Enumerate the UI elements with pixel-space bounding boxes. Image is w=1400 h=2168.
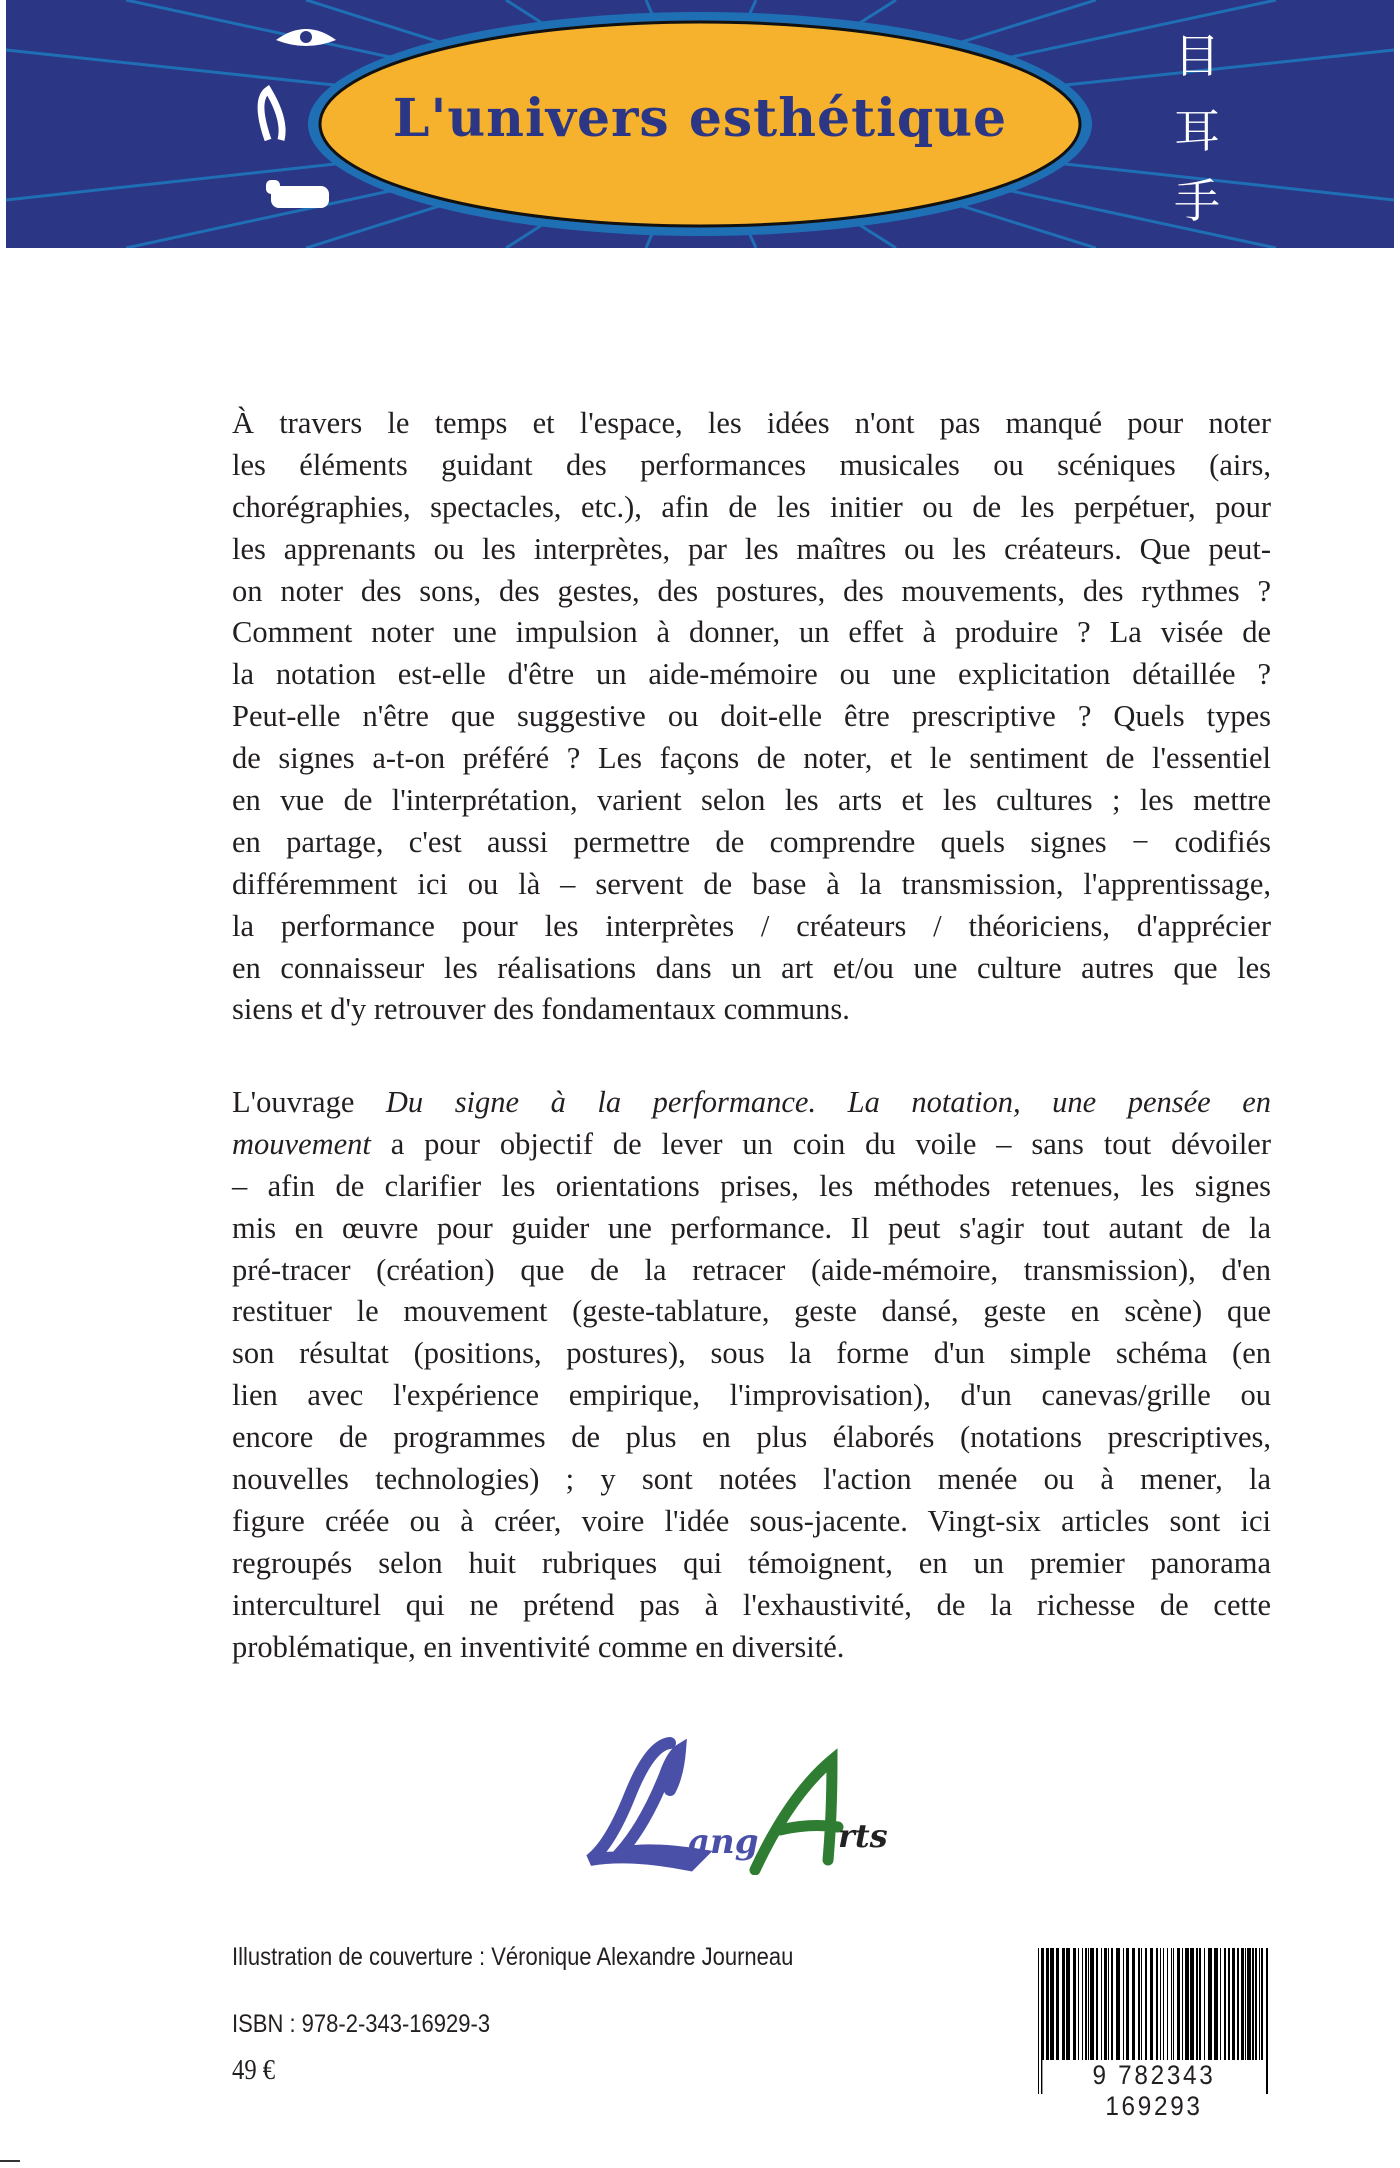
text-line (232, 822, 1271, 864)
price: 49 € (232, 2055, 276, 2086)
text-line-content: la notation est-elle d'être un aide-mémoire ou une explicitation détaillée ? (232, 657, 1271, 692)
text-line (232, 1166, 1271, 1208)
text-line-content: Peut-elle n'être que suggestive ou doit-elle être prescriptive ? Quels types (232, 699, 1271, 734)
text-line (232, 696, 1271, 738)
barcode-bar (1204, 1948, 1205, 2066)
text-line-content: regroupés selon huit rubriques qui témoignent, en un premier panorama (232, 1545, 1271, 1580)
text-line (232, 1333, 1271, 1375)
barcode-bar (1196, 1948, 1198, 2066)
barcode-bar (1056, 1948, 1059, 2066)
barcode-bar (1085, 1948, 1087, 2066)
barcode-bar (1101, 1948, 1102, 2066)
barcode-bar (1160, 1948, 1161, 2066)
barcode-bar (1245, 1948, 1246, 2066)
text-line-content: interculturel qui ne prétend pas à l'exhaustivité, de la richesse de cette (232, 1587, 1271, 1622)
book-title: Du signe à la performance. La notation, une pensée en (385, 1085, 1272, 1119)
barcode-bar (1266, 1948, 1268, 2094)
barcode-bar (1182, 1948, 1183, 2066)
barcode-bar (1126, 1948, 1129, 2066)
text-line-content: nouvelles technologies) ; y sont notées l'action menée ou à mener, la (232, 1462, 1271, 1497)
eye-character: 目 (1174, 29, 1220, 83)
barcode-bar (1185, 1948, 1189, 2066)
text-line-content: siens et d'y retrouver des fondamentaux communs. (232, 992, 850, 1027)
hand-icon (266, 180, 329, 208)
langarts-logo (570, 1735, 940, 1875)
text-line-content: différemment ici ou là – servent de base à la transmission, l'apprentissage, (232, 866, 1271, 901)
text-line (232, 738, 1271, 780)
text-line-content: À travers le temps et l'espace, les idées n'ont pas manqué pour noter (232, 406, 1271, 440)
description-paragraph-1 (232, 403, 1271, 1031)
text-line-content: en vue de l'interprétation, varient selon les arts et les cultures ; les mettre (232, 783, 1271, 818)
barcode-bar (1078, 1948, 1079, 2066)
text-line-content: en partage, c'est aussi permettre de comprendre quels signes − codifiés (232, 824, 1271, 859)
intro-word: L'ouvrage (232, 1085, 355, 1119)
barcode-bar (1073, 1948, 1076, 2066)
text-line-content: les éléments guidant des performances musicales ou scéniques (airs, (232, 447, 1271, 482)
barcode-bar (1082, 1948, 1083, 2066)
text-line (232, 403, 1271, 445)
barcode-bar (1224, 1948, 1226, 2066)
svg-text:rts: rts (838, 1817, 888, 1855)
text-line-content: – afin de clarifier les orientations prises, les méthodes retenues, les signes (232, 1168, 1271, 1203)
text-line-content: mis en œuvre pour guider une performance. Il peut s'agir tout autant de la (232, 1210, 1271, 1245)
barcode-bar (1237, 1948, 1239, 2066)
text-line-content: pré-tracer (création) que de la retracer (aide-mémoire, transmission), d'en (232, 1252, 1271, 1287)
text-line (232, 906, 1271, 948)
text-line (232, 948, 1271, 990)
text-line (232, 445, 1271, 487)
description-paragraph-2 (232, 1082, 1271, 1668)
isbn: ISBN : 978-2-343-16929-3 (232, 2010, 491, 2038)
text-line (232, 864, 1271, 906)
text-line: a pour objectif de lever un coin du voile – sans tout dévoiler (390, 1126, 1271, 1161)
text-line (232, 1375, 1271, 1417)
barcode-bar (1247, 1948, 1251, 2066)
text-line-content: son résultat (positions, postures), sous la forme d'un simple schéma (en (232, 1336, 1271, 1371)
text-line (232, 780, 1271, 822)
barcode-bar (1096, 1948, 1098, 2066)
barcode-bar (1255, 1948, 1257, 2066)
book-title-end: mouvement (232, 1126, 371, 1161)
ear-character: 耳 (1174, 104, 1220, 158)
text-line-content: problématique, en inventivité comme en diversité. (232, 1629, 845, 1664)
text-line (232, 1627, 1271, 1669)
text-line (232, 612, 1271, 654)
crop-mark (0, 2160, 20, 2162)
barcode-bar (1038, 1948, 1039, 2094)
barcode-bar (1111, 1948, 1113, 2066)
barcode-bar (1177, 1948, 1180, 2066)
barcode-bar (1108, 1948, 1109, 2066)
barcode-bar (1171, 1948, 1172, 2066)
text-line-content: encore de programmes de plus en plus élaborés (notations prescriptives, (232, 1420, 1271, 1455)
barcode-bar (1141, 1948, 1142, 2066)
barcode-bar (1066, 1948, 1070, 2066)
barcode-bar (1116, 1948, 1120, 2066)
series-title: L'univers esthétique (392, 88, 1008, 149)
text-line-content: chorégraphies, spectacles, etc.), afin de les initier ou de les perpétuer, pour (232, 489, 1271, 524)
series-banner (6, 0, 1394, 248)
barcode-bar (1259, 1948, 1260, 2066)
text-line-content: de signes a-t-on préféré ? Les façons de noter, et le sentiment de l'essentiel (232, 741, 1271, 776)
text-line (232, 989, 1271, 1031)
barcode-bar (1232, 1948, 1235, 2066)
barcode-bar (1220, 1948, 1221, 2066)
barcode-bar (1252, 1948, 1254, 2066)
text-line (232, 1250, 1271, 1292)
barcode-bar (1173, 1948, 1174, 2066)
text-line-content: les apprenants ou les interprètes, par les maîtres ou les créateurs. Que peut- (232, 531, 1271, 566)
illustration-credit: Illustration de couverture : Véronique Alexandre Journeau (232, 1943, 794, 1971)
barcode-bar (1190, 1948, 1194, 2066)
barcode-bar (1241, 1948, 1244, 2066)
hand-character: 手 (1174, 174, 1220, 228)
text-line (232, 529, 1271, 571)
text-line (232, 1291, 1271, 1333)
barcode-bar (1132, 1948, 1135, 2066)
barcode-bar (1261, 1948, 1263, 2066)
text-line-content: restituer le mouvement (geste-tablature, geste dansé, geste en scène) que (232, 1294, 1271, 1329)
barcode-bar (1046, 1948, 1049, 2066)
text-line-content: lien avec l'expérience empirique, l'improvisation), d'un canevas/grille ou (232, 1378, 1271, 1413)
text-line-content: la performance pour les interprètes / créateurs / théoriciens, d'apprécier (232, 908, 1271, 943)
text-line-content: en connaisseur les réalisations dans un art et/ou une culture autres que les (232, 950, 1271, 985)
text-line-content: figure créée ou à créer, voire l'idée sous-jacente. Vingt-six articles sont ici (232, 1503, 1271, 1538)
text-line (232, 1585, 1271, 1627)
text-line (232, 1543, 1271, 1585)
barcode-bar (1123, 1948, 1124, 2066)
barcode-bar (1050, 1948, 1054, 2066)
text-line-content: Comment noter une impulsion à donner, un effet à produire ? La visée de (232, 615, 1271, 650)
barcode-bar (1163, 1948, 1164, 2066)
barcode-bar (1214, 1948, 1218, 2066)
barcode-bar (1167, 1948, 1168, 2066)
text-line (232, 571, 1271, 613)
barcode-digits: 9 782343 169293 (1042, 2060, 1265, 2122)
barcode-bar (1062, 1948, 1065, 2066)
barcode-bar (1088, 1948, 1089, 2066)
text-line (232, 654, 1271, 696)
barcode-bar (1199, 1948, 1201, 2066)
barcode-bar (1090, 1948, 1094, 2066)
svg-text:ang: ang (688, 1822, 759, 1862)
text-line (232, 1501, 1271, 1543)
text-line (232, 1208, 1271, 1250)
barcode-bar (1104, 1948, 1107, 2066)
barcode-bar (1145, 1948, 1147, 2066)
text-line-content: on noter des sons, des gestes, des postures, des mouvements, des rythmes ? (232, 573, 1271, 608)
text-line (232, 1459, 1271, 1501)
barcode-bar (1138, 1948, 1140, 2066)
barcode-bar (1208, 1948, 1212, 2066)
text-line (232, 487, 1271, 529)
text-line (232, 1417, 1271, 1459)
barcode-bar (1228, 1948, 1230, 2066)
